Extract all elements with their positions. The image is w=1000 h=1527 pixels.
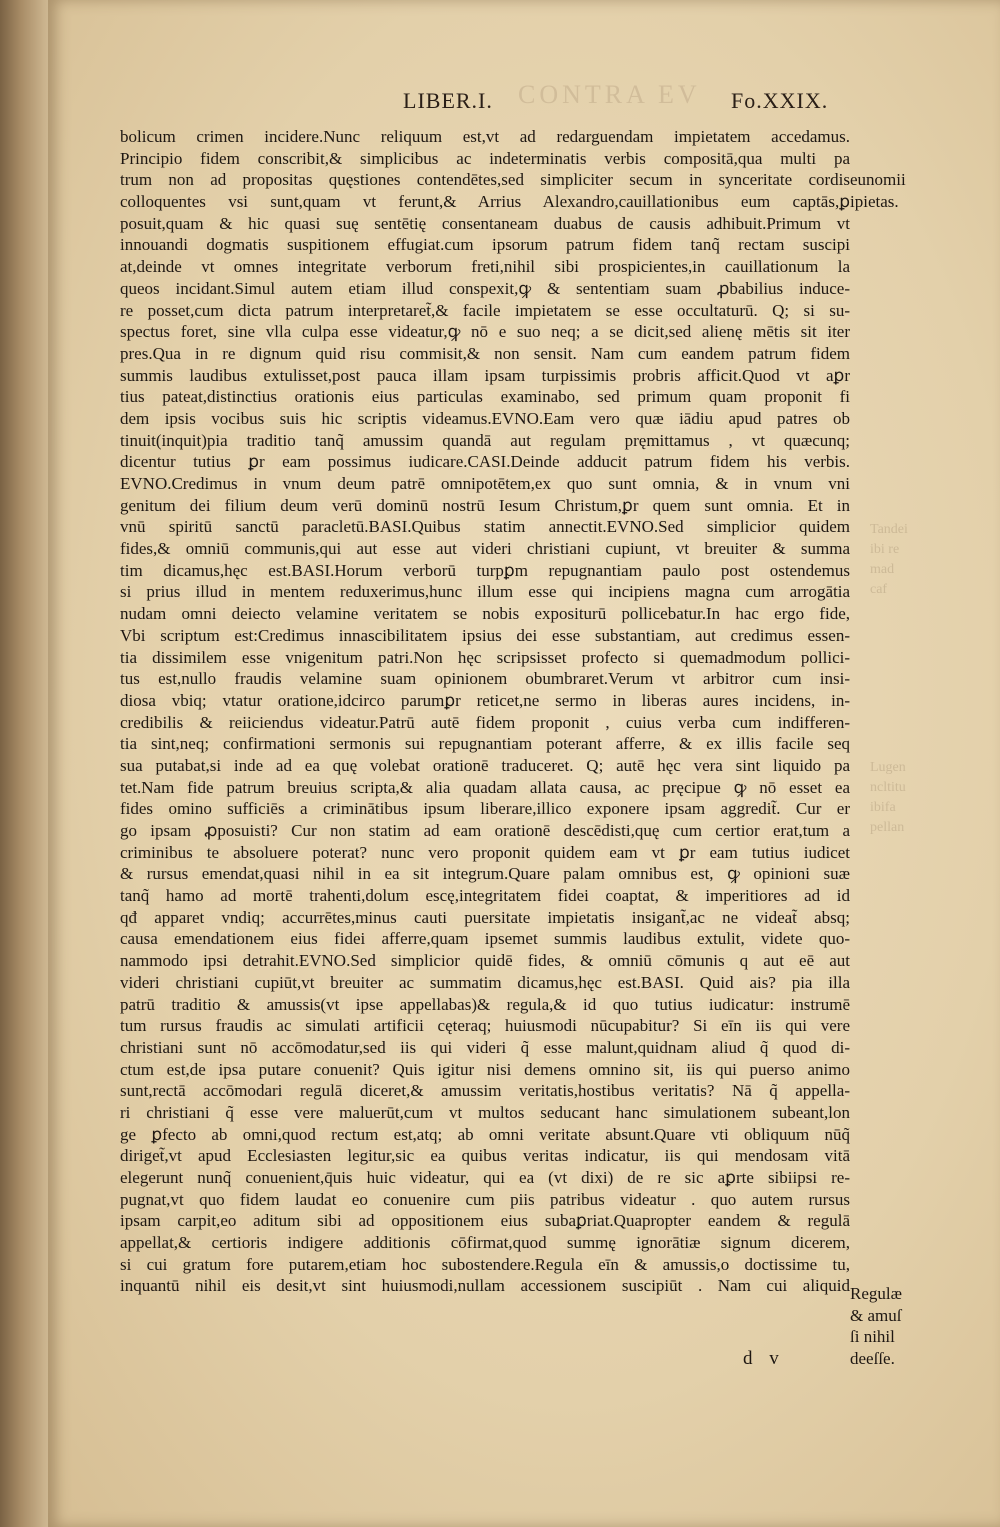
text-line: summis laudibus extulisset,post pauca illam ipsam turpissimis probris afficit.Quod vt aꝑr [120, 365, 850, 385]
text-line: fides omino sufficiēs a criminātibus ipsum liberare,illico exponere ipsam aggredit̃. Cur er [120, 799, 850, 819]
text-line: queos incidant.Simul autem etiam illud conspexit,ꝙ & sententiam suam ꝓbabilius induce- [120, 278, 850, 298]
text-line: diriget̃,vt apud Ecclesiasten legitur,sic ea quibus veritas indicatur, iis qui mendosam vitā [120, 1146, 850, 1166]
text-line: bolicum crimen incidere.Nunc reliquum est,vt ad redarguendam impietatem accedamus. [120, 127, 850, 146]
text-line: nammodo ipsi detrahit.EVNO.Sed simplicior quidē fides, & omniū cōmunis q aut eē aut [120, 951, 850, 971]
text-line: appellat,& certioris indigere additionis cōfirmat,quod summę ignorātiæ signum dicerem, [120, 1233, 850, 1253]
text-line: tus est,nullo fraudis velamine suam opinionem obumbraret.Verum vt arbitror cum insi- [120, 669, 850, 689]
running-header-left: LIBER.I. [403, 88, 493, 113]
text-line: tet.Nam fide patrum breuius scripta,& alia quadam allata causa, ac pręcipue ꝙ nō esset ea [120, 777, 850, 797]
text-line: go ipsam ꝓposuisti? Cur non statim ad eam orationē descēdisti,quę cum certior erat,tum a [120, 821, 850, 840]
text-line: ipsam carpit,eo aditum sibi ad oppositionem eius subaꝑriat.Quapropter eandem & regulā [120, 1211, 850, 1231]
text-line: genitum dei filium deum verū dominū nostrū Iesum Christum,ꝑr quem sunt omnia. Et in [120, 495, 850, 515]
text-line: Principio fidem conscribit,& simplicibus ac indeterminatis verbis compositā,qua multi pa [120, 148, 850, 168]
margin-note-line: ipietas. [850, 191, 899, 211]
text-line: posuit,quam & hic quasi suę sentētię consentaneam duabus de causis adhibuit.Primum vt [120, 213, 850, 233]
text-line: innouandi dogmatis suspitionem effugiat.cum ipsorum patrum fidem tanq̃ rectam suscipi [120, 235, 850, 255]
text-line: ge ꝑfecto ab omni,quod rectum est,atq; ab omni veritate absunt.Quare vti obliquum nūq̃ [120, 1124, 850, 1144]
text-line: si cui gratum fore putarem,etiam hoc subostendere.Regula eīn & amussis,o doctissime tu, [120, 1254, 850, 1274]
text-line: Vbi scriptum est:Credimus innascibilitatem ipsius dei esse substantiam, aut credimus essen- [120, 625, 850, 645]
text-line: si prius illud in mentem reduxerimus,hunc illum esse qui incipiens magna cum arrogātia [120, 582, 850, 602]
text-line: tim dicamus,hęc est.BASI.Horum verborū turpꝑm repugnantiam paulo post ostendemus [120, 560, 850, 580]
signature-mark: d v [743, 1348, 785, 1369]
bleed-through-margin-a: Tandei ibi re mad caf [870, 522, 908, 597]
body-text [120, 126, 850, 1297]
text-line: pugnat,vt quo fidem laudat eo conuenire cum piis patribus videatur . quo autem rursus [120, 1189, 850, 1209]
text-line: vnū spiritū sanctū paracletū.BASI.Quibus statim annectit.EVNO.Sed simplicior quidem [120, 517, 850, 537]
text-line: qđ apparet vndiq; accurrētes,minus cauti puersitate impietatis insigant̃,ac ne videat̃ absq; [120, 907, 850, 927]
text-line: elegerunt nunq̃ conuenient,q̄uis huic videatur, qui ea (vt dixi) de re sic aꝑrte sibiipsi re- [120, 1168, 850, 1187]
margin-note-line: & amuſ [850, 1305, 902, 1325]
text-line: & rursus emendat,quasi nihil in ea sit integrum.Quare palam omnibus est, ꝙ opinioni suæ [120, 864, 850, 884]
text-line: credibilis & reiiciendus videatur.Patrū autē fidem proponit , cuius verba cum indifferen- [120, 712, 850, 732]
folio-number: Fo.XXIX. [731, 88, 829, 113]
text-line: patrū traditio & amussis(vt ipse appellabas)& regula,& id quo tutius iudicatur: instrumē [120, 994, 850, 1014]
text-line: colloquentes vsi sunt,quam vt ferunt,& Arrius Alexandro,cauillationibus eum captās,ꝑ [120, 192, 850, 212]
text-line: EVNO.Credimus in vnum deum patrē omnipotētem,ex quo sunt omnia, & in vnum vni [120, 474, 850, 493]
text-line: inquantū nihil eis desit,vt sint huiusmodi,nullam accessionem suscipiūt . Nam cui aliquid [120, 1276, 850, 1296]
text-line: tinuit(inquit)pia traditio tanq̃ amussim quandā aut regulam pręmittamus , vt quæcunq; [120, 430, 850, 450]
text-line: tanq̃ hamo ad mortē trahenti,dolum escę,integritatem fidei coaptat, & imperitiores ad id [120, 886, 850, 906]
margin-note-line: ſi nihil [850, 1327, 895, 1347]
text-line: sua putabat,si inde ad ea quę volebat orationē traduceret. Q; autē hęc vera sint liquido pa [120, 755, 850, 775]
margin-note-line: Regulæ [850, 1284, 902, 1303]
bleed-through-margin-b: Lugen ncltitu ibifa pellan [870, 760, 906, 835]
text-line: nudam omni deiecto velamine veritatem se nobis expositurū pollicebatur.In hac ergo fide, [120, 604, 850, 624]
margin-note-line: deeſſe. [850, 1349, 895, 1369]
text-line: sunt,rectā accōmodari regulā diceret,& amussim veritatis,hostibus veritatis? Nā q̃ appella- [120, 1081, 850, 1101]
text-line: tia dissimilem esse vnigenitum patri.Non hęc scripsisset profecto si quemadmodum pollici- [120, 647, 850, 667]
text-line: diosa vbiq; vtatur oratione,idcirco parumꝑr reticet,ne sermo in liberas aures incidens, in- [120, 690, 850, 710]
text-line: re posset,cum dicta patrum interpretaret̃,& facile impietatem se esse occultaturū. Q; si su- [120, 300, 850, 320]
text-line: dem ipsis vocibus suis hic scriptis videamus.EVNO.Eam vero quæ iādiu apud patres ob [120, 408, 850, 428]
text-line: tum rursus fraudis ac simulati artificii cęteraq; huiusmodi nūcupabitur? Si eīn iis qui vere [120, 1016, 850, 1036]
margin-note-line: eunomii [850, 170, 906, 189]
text-line: at,deinde vt omnes integritate verborum freti,nihil sibi prospicientes,in cauillationum la [120, 257, 850, 277]
text-line: tius pateat,distinctius orationis eius particulas examinabo, sed primum quam proponit fi [120, 387, 850, 407]
text-line: trum non ad propositas quęstiones contendētes,sed simpliciter secum in synceritate cordis [120, 170, 850, 190]
text-line: ctum est,de ipsa putare conuenit? Quis igitur nisi demens omnino sit, iis qui puerso animo [120, 1059, 850, 1079]
bleed-through-header: CONTRA EV [518, 80, 701, 109]
text-line: causa emendationem eius fidei afferre,quam ipsemet summis laudibus extulit, videte quo- [120, 929, 850, 949]
book-page [48, 0, 1000, 1527]
text-line: dicentur tutius ꝑr eam possimus iudicare.CASI.Deinde adducit patrum fidem his verbis. [120, 452, 850, 472]
text-line: tia sint,neq; confirmationi sermonis sui repugnantiam poterant afferre, & ex illis facile seq [120, 734, 850, 754]
text-line: pres.Qua in re dignum quid risu commisit,& non sensit. Nam cum eandem patrum fidem [120, 343, 850, 363]
text-line: spectus foret, sine vlla culpa esse videatur,ꝙ nō e suo neq; a se dicit,sed alienę mētis sit iter [120, 322, 850, 342]
margin-note-eunomii [850, 169, 946, 212]
text-line: criminibus te absoluere poterat? nunc vero proponit quidem eam vt ꝑr eam tutius iudicet [120, 842, 850, 862]
text-line: videri christiani cupiūt,vt breuiter ac summatim dicamus,hęc est.BASI. Quid ais? pia illa [120, 972, 850, 992]
text-line: christiani sunt nō accōmodatur,sed iis qui videri q̃ esse malunt,quidnam aliud q̃ quod di- [120, 1037, 850, 1057]
text-line: ri christiani q̃ esse vere maluerūt,cum vt multos seducant hanc simulationem subeant,lon [120, 1102, 850, 1122]
margin-note-regulae [850, 1283, 946, 1370]
text-line: fides,& omniū communis,qui aut esse aut videri christiani cupiunt, vt breuiter & summa [120, 539, 850, 559]
